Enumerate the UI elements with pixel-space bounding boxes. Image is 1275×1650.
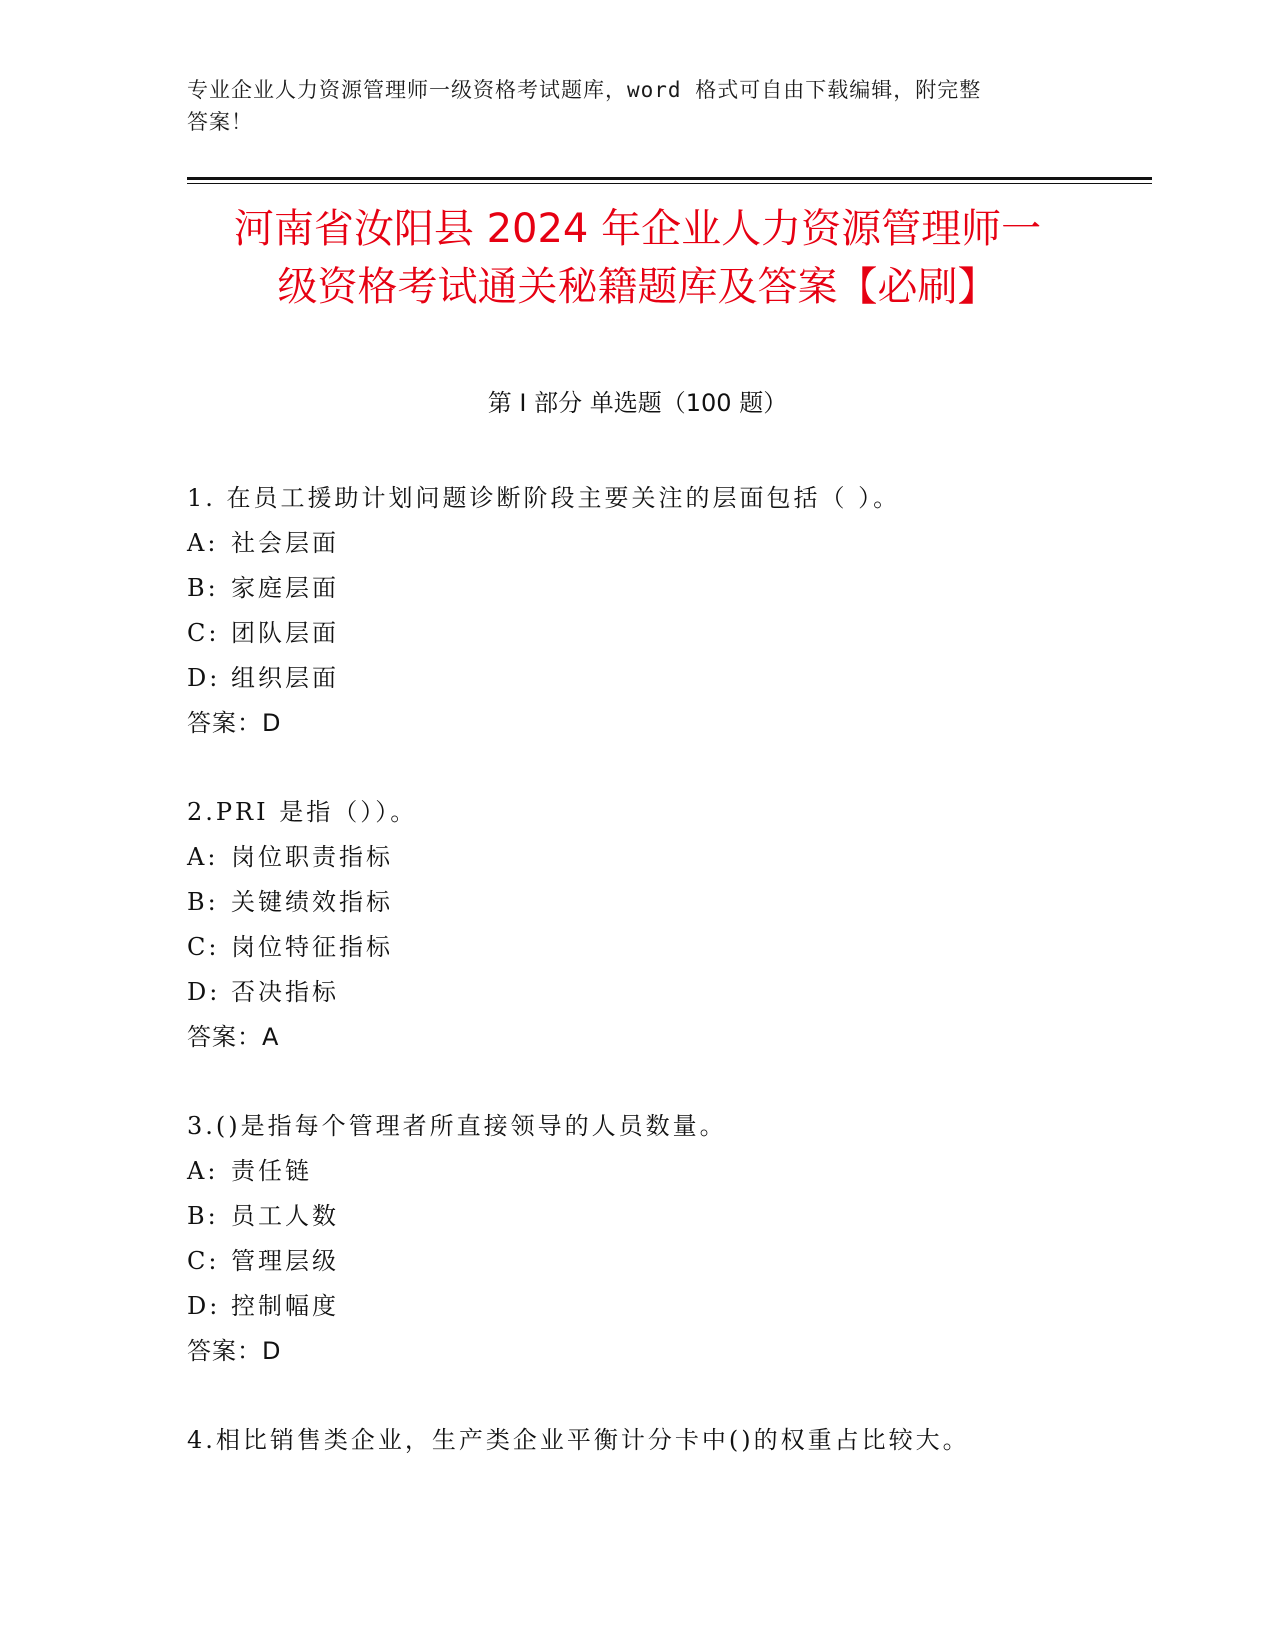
question-stem: 4.相比销售类企业，生产类企业平衡计分卡中()的权重占比较大。 [187,1426,970,1454]
option-text: 关键绩效指标 [231,888,393,916]
option-d [187,970,1147,1015]
option-text: 员工人数 [231,1202,339,1230]
option-text: 组织层面 [231,664,339,692]
option-text: 责任链 [231,1157,312,1185]
question-stem: 1. 在员工援助计划问题诊断阶段主要关注的层面包括（ ）。 [187,484,901,512]
header-divider-thin [187,183,1152,184]
option-key: A: [187,529,219,557]
option-key: B: [187,888,219,916]
option-key: C: [187,1247,220,1275]
option-b [187,1194,1147,1239]
question-stem: 2.PRI 是指（））。 [187,798,418,826]
option-key: D: [187,1292,221,1320]
option-text: 控制幅度 [231,1292,339,1320]
option-key: A: [187,1157,219,1185]
question-1 [187,476,1147,746]
option-a [187,835,1147,880]
option-key: B: [187,1202,219,1230]
option-text: 管理层级 [231,1247,339,1275]
header-note-line-2: 答案！ [187,110,253,134]
header-divider-thick [187,177,1152,180]
option-a [187,521,1147,566]
question-stem: 3.()是指每个管理者所直接领导的人员数量。 [187,1112,727,1140]
option-key: D: [187,978,221,1006]
option-d [187,656,1147,701]
option-text: 岗位特征指标 [231,933,393,961]
option-a [187,1149,1147,1194]
option-key: C: [187,933,220,961]
document-title-line-2: 级资格考试通关秘籍题库及答案【必刷】 [277,264,998,310]
question-2 [187,790,1147,1060]
option-b [187,880,1147,925]
answer-line: 答案：A [187,1023,280,1051]
option-text: 岗位职责指标 [231,843,393,871]
question-4 [187,1418,1147,1463]
option-b [187,566,1147,611]
option-key: A: [187,843,219,871]
option-c [187,611,1147,656]
document-title-line-1: 河南省汝阳县 2024 年企业人力资源管理师一 [233,206,1042,252]
document-header-note [187,74,1067,138]
answer-line: 答案：D [187,1337,282,1365]
option-text: 否决指标 [231,978,339,1006]
question-3 [187,1104,1147,1374]
option-key: C: [187,619,220,647]
option-text: 社会层面 [231,529,339,557]
section-title: 第 I 部分 单选题（100 题） [487,389,788,417]
option-key: D: [187,664,221,692]
option-key: B: [187,574,219,602]
question-list [187,476,1147,1507]
option-c [187,925,1147,970]
option-d [187,1284,1147,1329]
option-text: 团队层面 [231,619,339,647]
answer-line: 答案：D [187,709,282,737]
document-title [150,200,1125,316]
header-note-line-1: 专业企业人力资源管理师一级资格考试题库，word 格式可自由下载编辑，附完整 [187,78,982,102]
option-text: 家庭层面 [231,574,339,602]
option-c [187,1239,1147,1284]
